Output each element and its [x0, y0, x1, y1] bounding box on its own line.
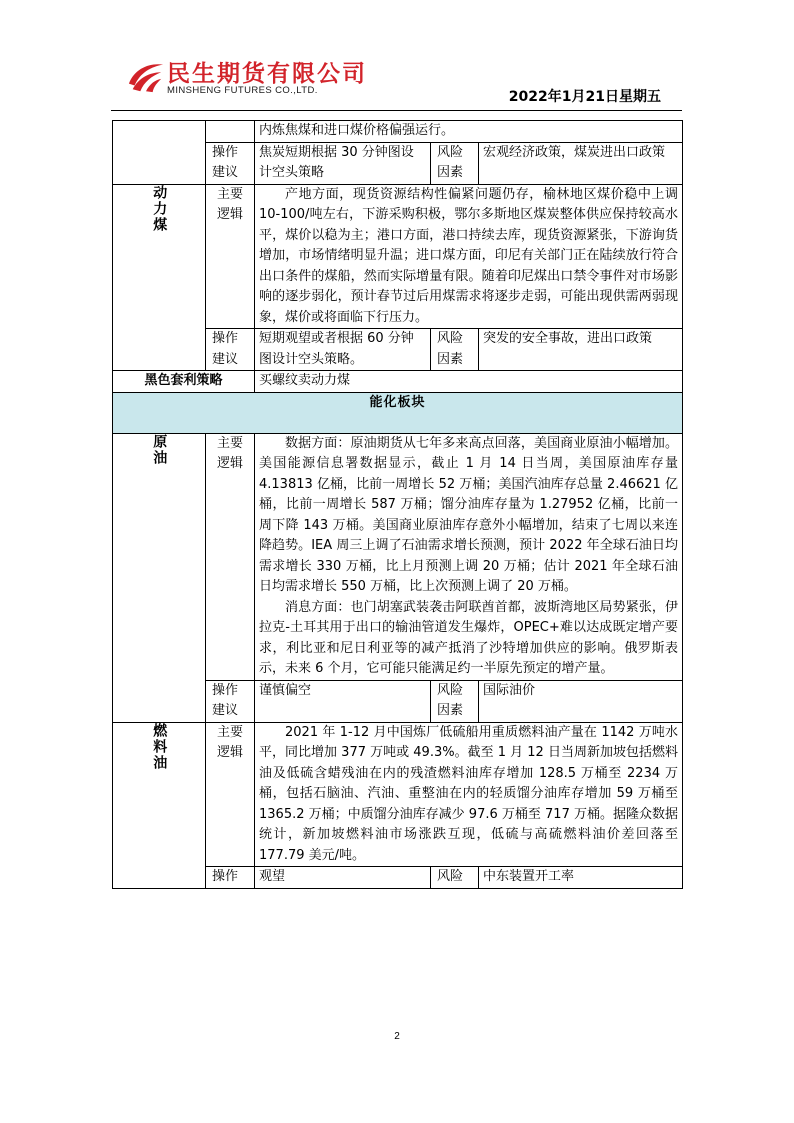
report-date: 2022年1月21日星期五 [508, 89, 661, 105]
thermal-coal-logic-row [113, 184, 683, 329]
thermal-coal-risk-value: 突发的安全事故，进出口政策 [479, 329, 683, 371]
crude-logic-cell [255, 433, 683, 680]
fuel-operation-label: 操作 [206, 867, 255, 889]
thermal-coal-operation-label: 操作建议 [206, 329, 255, 371]
coke-logic-row [113, 121, 683, 143]
fuel-logic-row [113, 722, 683, 867]
thermal-coal-logic-label [206, 184, 255, 329]
page-number: 2 [394, 1031, 400, 1042]
fuel-logic-label-text: 主要逻辑 [216, 724, 243, 760]
coke-logic-tail: 内炼焦煤和进口煤价格偏强运行。 [255, 121, 683, 143]
company-name-en: MINSHENG FUTURES CO.,LTD. [167, 85, 318, 96]
crude-logic-label [206, 433, 255, 680]
coke-risk-label: 风险因素 [431, 142, 479, 184]
fuel-risk-label: 风险 [431, 867, 479, 889]
fuel-category [113, 722, 206, 888]
thermal-coal-category [113, 184, 206, 371]
section-row [113, 392, 683, 433]
company-logo [127, 55, 367, 105]
strategy-table [112, 120, 683, 889]
fuel-logic: 2021 年 1-12 月中国炼厂低硫船用重质燃料油产量在 1142 万吨水平，同比增加 377 万吨或 49.3%。截至 1 月 12 日当周新加坡包括燃料油及低硫含蜡残油在内的残渣燃料油库存增加 128.5 万桶至 2234 万桶，包括石脑油、汽油、重整油在内的轻质馏分油库存增加 59 万桶至 1365.2 万桶；中质馏分油库存减少 97.6 万桶至 717 万桶。据隆众数据统计，新加坡燃料油市场涨跌互现，低硫与高硫燃料油价差回落至 177.79 美元/吨。 [259, 724, 679, 863]
black-arb-value: 买螺纹卖动力煤 [255, 371, 683, 393]
thermal-coal-risk-label: 风险因素 [431, 329, 479, 371]
crude-logic-news: 消息方面：也门胡塞武装袭击阿联酋首都，波斯湾地区局势紧张，伊拉克-土耳其用于出口的输油管道发生爆炸，OPEC+难以达成既定增产要求，利比亚和尼日利亚等的减产抵消了沙特增加供应的影响。俄罗斯表示，未来 6 个月，它可能只能满足约一半原先预定的增产量。 [259, 599, 679, 676]
coke-risk-value: 宏观经济政策，煤炭进出口政策 [479, 142, 683, 184]
crude-operation-label: 操作建议 [206, 680, 255, 722]
fuel-logic-label [206, 722, 255, 867]
fuel-operation-value: 观望 [255, 867, 431, 889]
minsheng-logo-icon [127, 57, 165, 95]
company-name-cn: 民生期货有限公司 [167, 61, 367, 87]
thermal-coal-logic-cell [255, 184, 683, 329]
header-divider [111, 110, 682, 111]
thermal-coal-name: 动力煤 [151, 184, 168, 233]
crude-risk-value: 国际油价 [479, 680, 683, 722]
thermal-coal-logic: 产地方面，现货资源结构性偏紧问题仍存，榆林地区煤价稳中上调 10-100/吨左右，下游采购积极，鄂尔多斯地区煤炭整体供应保持较高水平，煤价以稳为主；港口方面，港口持续去库，现货资源紧张，下游询货增加，市场情绪明显升温；进口煤方面，印尼有关部门正在陆续放行符合出口条件的煤船，然而实际增量有限。随着印尼煤出口禁令事件对市场影响的逐步弱化，预计春节过后用煤需求将逐步走弱，可能出现供需两弱现象，煤价或将面临下行压力。 [259, 186, 679, 325]
crude-operation-value: 谨慎偏空 [255, 680, 431, 722]
black-arb-row [113, 371, 683, 393]
coke-operation-value: 焦炭短期根据 30 分钟图设计空头策略 [255, 142, 431, 184]
crude-logic-row [113, 433, 683, 680]
fuel-logic-cell [255, 722, 683, 867]
coke-operation-label: 操作建议 [206, 142, 255, 184]
coke-category-cell [113, 121, 206, 185]
coke-logic-label-cell [206, 121, 255, 143]
thermal-coal-logic-label-text: 主要逻辑 [216, 186, 243, 222]
thermal-coal-operation-value: 短期观望或者根据 60 分钟图设计空头策略。 [255, 329, 431, 371]
section-title: 能化板块 [113, 392, 683, 433]
fuel-risk-value: 中东装置开工率 [479, 867, 683, 889]
crude-category [113, 433, 206, 722]
crude-logic-data: 数据方面：原油期货从七年多来高点回落，美国商业原油小幅增加。美国能源信息署数据显示，截止 1 月 14 日当周，美国原油库存量 4.13813 亿桶，比前一周增长 52 万桶；美国汽油库存总量 2.46621 亿桶，比前一周增长 587 万桶；馏分油库存量为 1.27952 亿桶，比前一周下降 143 万桶。美国商业原油库存意外小幅增加，结束了七周以来连降趋势。IEA 周三上调了石油需求增长预测，预计 2022 年全球石油日均需求增长 330 万桶，比上月预测上调 20 万桶；估计 2021 年全球石油日均需求增长 550 万桶，比上次预测上调了 20 万桶。 [259, 435, 679, 594]
crude-name: 原油 [151, 433, 168, 466]
fuel-name: 燃料油 [151, 722, 168, 771]
black-arb-label: 黑色套利策略 [113, 371, 255, 393]
crude-risk-label: 风险因素 [431, 680, 479, 722]
crude-logic-label-text: 主要逻辑 [216, 435, 243, 471]
